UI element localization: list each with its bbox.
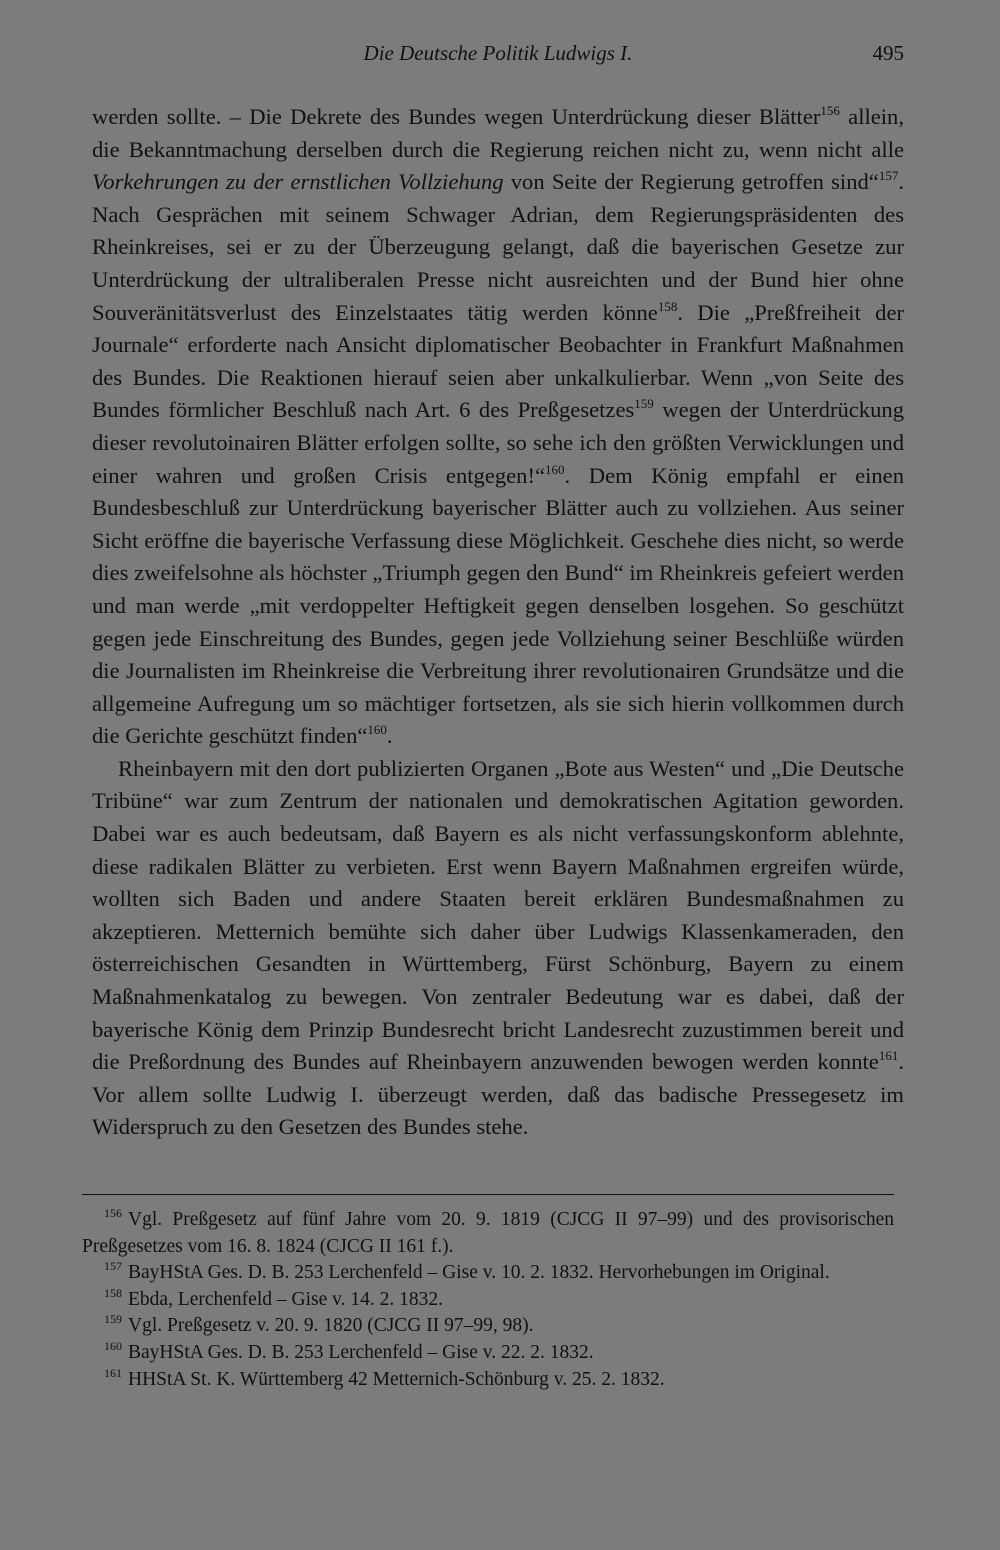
footnote-ref-156: 156 [820,103,840,118]
footnote-number: 157 [104,1259,122,1274]
footnote-text: Vgl. Preßgesetz auf fünf Jahre vom 20. 9. 1819 (CJCG II 97–99) und des provisorischen Preßgesetzes vom 16. 8. 1824 (CJCG II 161 f.). [82,1209,894,1257]
footnote-text: HHStA St. K. Württemberg 42 Metternich-Schönburg v. 25. 2. 1832. [128,1368,665,1390]
footnote-ref-161: 161 [878,1048,899,1064]
emphasized-text: Vorkehrungen zu der ernstlichen Vollziehung [92,169,504,195]
footnote-text: BayHStA Ges. D. B. 253 Lerchenfeld – Gise v. 22. 2. 1832. [128,1341,594,1363]
footnote-160 [82,1340,894,1367]
text-run: Rheinbayern mit den dort publizierten Organen „Bote aus Westen“ und „Die Deutsche Tribüne“ war zum Zentrum der nationalen und demokratischen Agitation geworden. Dabei war es auch bedeutsam, daß Bayern es als nicht verfassungskonform ablehnte, diese radikalen Blätter zu verbieten. Erst wenn Bayern Maßnahmen ergreifen würde, wollten sich Baden und andere Staaten bereit erklären Bundesmaßnahmen zu akzeptieren. Metternich bemühte sich daher über Ludwigs Klassenkameraden, den österreichischen Gesandten in Württemberg, Fürst Schönburg, Bayern zu einem Maßnahmenkatalog zu bewegen. Von zentraler Bedeutung war es dabei, daß der bayerische König dem Prinzip Bundesrecht bricht Landesrecht zuzustimmen bereit und die Preßordnung des Bundes auf Rheinbayern anzuwenden bewogen werden konnte [92,755,904,1075]
footnote-text: Ebda, Lerchenfeld – Gise v. 14. 2. 1832. [128,1288,443,1310]
footnote-ref-157: 157 [878,168,899,184]
page-number: 495 [872,41,904,65]
paragraph-2 [92,753,904,1144]
footnote-number: 158 [104,1285,122,1300]
footnote-156 [82,1207,894,1260]
text-run: . Dem König empfahl er einen Bundesbeschluß zur Unterdrückung bayerischer Blätter auch zu vollziehen. Aus seiner Sicht eröffne die bayerische Verfassung diese Möglichkeit. Geschehe dies nicht, so werde dies zweifelsohne als höchster „Triumph gegen den Bund“ im Rheinkreis gefeiert werden und man werde „mit verdoppelter Heftigkeit gegen denselben losgehen. So geschützt gegen jede Einschreitung des Bundes, gegen jede Vollziehung seiner Beschlüße würden die Journalisten im Rheinkreise die Verbreitung ihrer revolutionairen Grundsätze und die allgemeine Aufregung um so mächtiger fortsetzen, als sie sich hierin vollkommen durch die Gerichte geschützt finden“ [92,462,904,749]
footnote-number: 159 [104,1312,122,1327]
footnote-number: 161 [104,1365,122,1380]
text-run: allein, die Bekanntmachung derselben durch die Regierung reichen nicht zu, wenn nicht alle [92,104,905,162]
footnote-161 [82,1367,894,1394]
paragraph-1 [92,101,904,753]
footnote-number: 160 [104,1338,122,1353]
text-run: von Seite der Regierung getroffen sind“ [503,169,879,195]
footnote-157 [82,1260,894,1287]
footnote-158 [82,1287,894,1314]
footnote-number: 156 [104,1206,122,1220]
footnote-ref-158: 158 [657,298,678,314]
text-run: wegen der Unterdrückung dieser revolutoinairen Blätter erfolgen sollte, so sehe ich den größten Verwicklungen und einer wahren und großen Crisis entgegen!“ [92,397,904,488]
footnote-ref-160: 160 [367,722,387,738]
footnote-ref-160: 160 [545,461,565,477]
footnote-ref-159: 159 [634,396,654,412]
running-header [92,38,904,68]
text-run: . Die „Preßfreiheit der Journale“ erforderte nach Ansicht diplomatischer Beobachter in Frankfurt Maßnahmen des Bundes. Die Reaktionen hierauf seien aber unkalkulierbar. Wenn „von Seite des Bundes förmlicher Beschluß nach Art. 6 des Preßgesetzes [92,299,904,423]
running-title: Die Deutsche Politik Ludwigs I. [363,41,633,65]
footnote-159 [82,1313,894,1340]
text-run: werden sollte. – Die Dekrete des Bundes wegen Unterdrückung dieser Blätter [92,104,821,129]
text-run: . Nach Gesprächen mit seinem Schwager Adrian, dem Regierungspräsidenten des Rheinkreises, sei er zu der Überzeugung gelangt, daß die bayerischen Gesetze zur Unterdrückung der ultraliberalen Presse nicht ausreichten und der Bund hier ohne Souveränitätsverlust des Einzelstaates tätig werden könne [92,169,904,325]
text-run: . Vor allem sollte Ludwig I. überzeugt werden, daß das badische Pressegesetz im Widerspruch zu den Gesetzen des Bundes stehe. [92,1049,904,1140]
footnote-divider [82,1194,894,1195]
text-run: . [386,723,393,749]
footnote-text: BayHStA Ges. D. B. 253 Lerchenfeld – Gise v. 10. 2. 1832. Hervorhebungen im Original. [128,1262,830,1284]
main-text [92,101,904,1144]
footnotes [82,1207,894,1393]
footnote-text: Vgl. Preßgesetz v. 20. 9. 1820 (CJCG II 97–99, 98). [128,1315,534,1337]
